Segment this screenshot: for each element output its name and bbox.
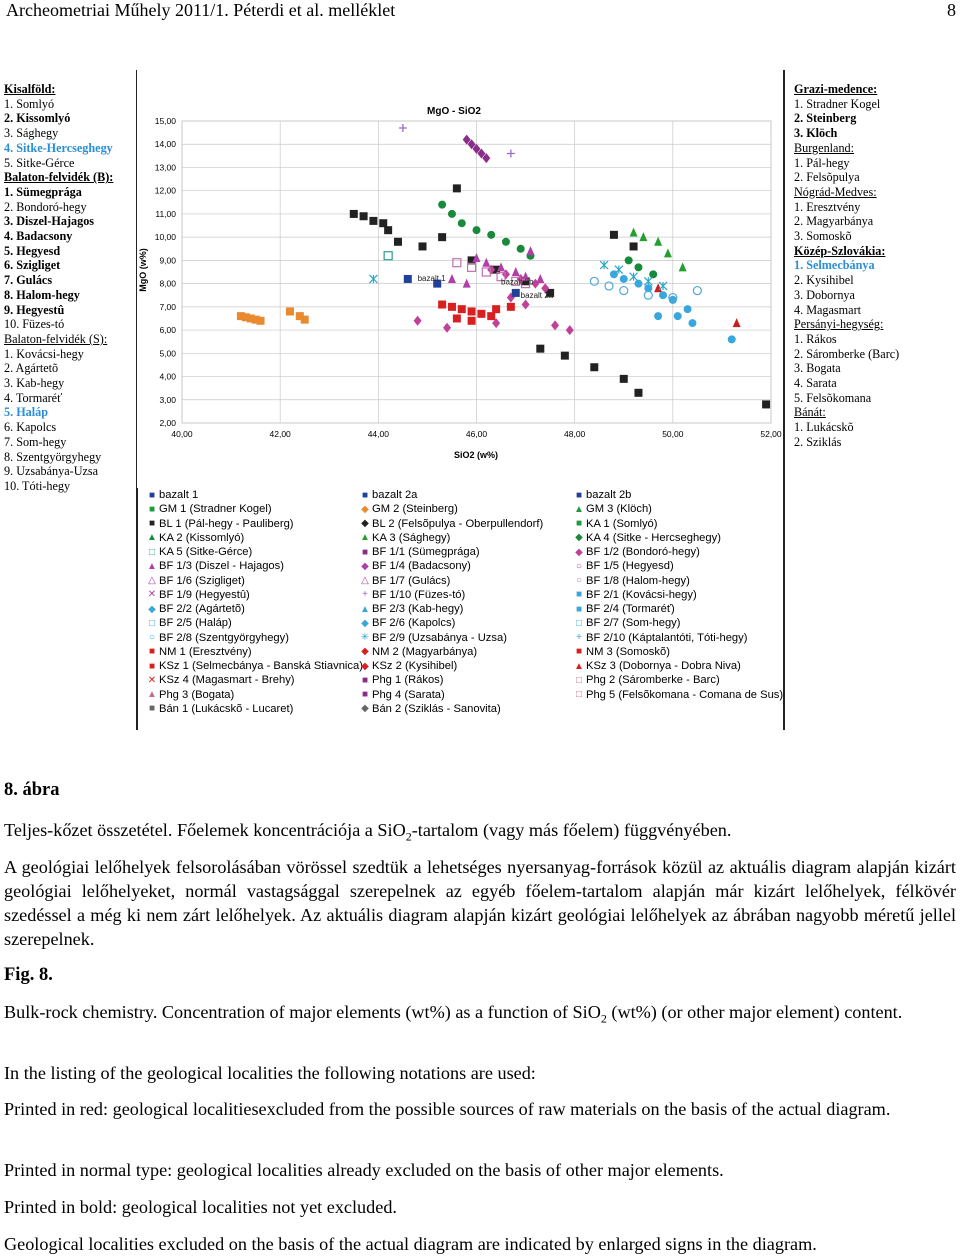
legend-marker-icon: ▲ xyxy=(147,689,157,701)
x-tick-label: 42,00 xyxy=(269,429,291,439)
locality-item: 3. Kab-hegy xyxy=(4,376,65,391)
data-point xyxy=(502,238,510,246)
legend-entry xyxy=(572,502,783,516)
y-tick-label: 6,00 xyxy=(159,325,176,336)
legend-marker-icon: + xyxy=(576,632,582,644)
legend-marker-icon: □ xyxy=(575,617,583,629)
legend-marker-icon: □ xyxy=(575,674,583,686)
locality-item: 1. Sümegprága xyxy=(4,184,82,199)
legend-marker-icon: ✕ xyxy=(147,589,157,601)
y-tick-label: 9,00 xyxy=(159,255,176,266)
data-point xyxy=(674,312,682,320)
locality-item: 1. Lukácskõ xyxy=(794,420,854,435)
legend-entry xyxy=(358,574,543,588)
legend-marker-icon: ■ xyxy=(361,546,369,558)
locality-item: 1. Selmecbánya xyxy=(794,258,875,273)
legend-marker-icon: ■ xyxy=(148,489,156,501)
data-point xyxy=(590,363,598,371)
legend-entry xyxy=(358,502,543,516)
data-point xyxy=(684,305,692,313)
data-point xyxy=(728,335,736,343)
locality-item: 9. Uzsabánya-Uzsa xyxy=(4,464,99,479)
legend-entry xyxy=(572,588,783,602)
legend-entry xyxy=(572,545,783,559)
legend-marker-icon: ▲ xyxy=(574,503,584,515)
locality-item: 1. Rákos xyxy=(794,331,837,346)
data-point xyxy=(620,275,628,283)
locality-item: 3. Dobornya xyxy=(794,287,855,302)
data-point xyxy=(404,275,412,283)
legend-marker-icon: ✳ xyxy=(360,632,370,644)
legend-marker-icon: ■ xyxy=(148,518,156,530)
locality-item: 2. Kissomlyó xyxy=(4,111,71,126)
x-tick-label: 52,00 xyxy=(760,429,782,439)
data-point xyxy=(477,310,485,318)
caption-en-p6: Geological localities excluded on the basis of the actual diagram are indicated by enlarged signs in the diagram. xyxy=(4,1234,817,1254)
legend-entry xyxy=(572,616,783,630)
legend-marker-icon: ◆ xyxy=(575,546,583,558)
legend-label: Phg 3 (Bogata) xyxy=(159,688,235,701)
legend-label: NM 2 (Magyarbánya) xyxy=(372,645,478,658)
locality-item: 6. Kapolcs xyxy=(4,420,57,435)
data-point xyxy=(625,256,633,264)
legend-label: NM 3 (Somoskõ) xyxy=(586,645,670,658)
legend-label: BF 1/5 (Hegyesd) xyxy=(586,560,674,573)
locality-item: 1. Stradner Kogel xyxy=(794,96,881,111)
legend-label: BF 2/5 (Haláp) xyxy=(159,617,232,630)
legend-entry xyxy=(145,574,363,588)
legend-label: NM 1 (Eresztvény) xyxy=(159,645,252,658)
legend-marker-icon: ◆ xyxy=(361,660,369,672)
legend-entry xyxy=(358,545,543,559)
locality-item: 1. Somlyó xyxy=(4,96,55,111)
legend-entry xyxy=(572,659,783,673)
caption-hu-paragraph: A geológiai lelőhelyek felsorolásában vörössel szedtük a lehetséges nyersanyag-források közül az aktuális diagram alapján kizárt geológiai lelőhelyeket, normál vastagsággal szerepelnek az egyéb főelem-tartalom alapján már kizárt lelőhelyek, félkövér szedéssel a még ki nem zárt lelőhelyek. Az aktuális diagram alapján kizárt geológiai lelőhelyek az ábrában nagyobb méretű jellel szerepelnek. xyxy=(4,857,956,949)
figure xyxy=(0,70,960,735)
locality-item: 2. Kysihibel xyxy=(794,273,854,288)
legend-marker-icon: ▲ xyxy=(360,532,370,544)
legend-entry xyxy=(145,673,363,687)
data-point xyxy=(458,305,466,313)
legend-entry xyxy=(145,688,363,702)
locality-item: 4. Sitke-Hercseghegy xyxy=(4,140,113,155)
running-head: Archeometriai Műhely 2011/1. Péterdi et al. melléklet xyxy=(6,0,396,20)
chart-annotation: bazalt 2a xyxy=(520,291,554,301)
legend-marker-icon: ▲ xyxy=(574,660,584,672)
data-point xyxy=(468,307,476,315)
legend-entry xyxy=(572,517,783,531)
data-point xyxy=(610,231,618,239)
legend-entry xyxy=(145,702,363,716)
data-point xyxy=(438,201,446,209)
legend-entry xyxy=(145,517,363,531)
data-point xyxy=(492,305,500,313)
legend-entry xyxy=(145,631,363,645)
locality-item: 3. Somoskõ xyxy=(794,229,852,244)
locality-item: 3. Diszel-Hajagos xyxy=(4,214,95,229)
y-tick-label: 13,00 xyxy=(154,162,176,173)
legend-entry xyxy=(358,602,543,616)
data-point xyxy=(458,219,466,227)
legend-entry xyxy=(358,645,543,659)
legend-marker-icon: □ xyxy=(148,546,156,558)
legend-label: GM 3 (Klöch) xyxy=(586,503,652,516)
data-point xyxy=(438,301,446,309)
x-tick-label: 50,00 xyxy=(662,429,684,439)
legend-label: KSz 1 (Selmecbánya - Banská Stiavnica) xyxy=(159,660,363,673)
legend-marker-icon: ◆ xyxy=(361,617,369,629)
legend-label: Phg 1 (Rákos) xyxy=(372,674,444,687)
legend-entry xyxy=(145,488,363,502)
legend-marker-icon: ■ xyxy=(575,489,583,501)
locality-item: Közép-Szlovákia: xyxy=(794,243,886,258)
locality-item: 1. Eresztvény xyxy=(794,199,861,214)
locality-item: 4. Sarata xyxy=(794,376,837,391)
locality-item: 1. Kovácsi-hegy xyxy=(4,346,84,361)
locality-item: 6. Szigliget xyxy=(4,258,61,273)
locality-item: Balaton-felvidék (S): xyxy=(4,331,108,346)
legend-entry xyxy=(572,531,783,545)
legend-marker-icon: △ xyxy=(361,575,369,587)
data-point xyxy=(438,233,446,241)
legend-label: BL 1 (Pál-hegy - Pauliberg) xyxy=(159,517,294,530)
legend-entry xyxy=(145,588,363,602)
legend-marker-icon: ○ xyxy=(575,560,583,572)
legend-entry xyxy=(572,574,783,588)
data-point xyxy=(762,400,770,408)
x-tick-label: 48,00 xyxy=(564,429,586,439)
page-number: 8 xyxy=(947,0,956,20)
locality-item: 10. Füzes-tó xyxy=(4,317,65,332)
data-point xyxy=(688,319,696,327)
legend-marker-icon: ■ xyxy=(148,703,156,715)
data-point xyxy=(659,291,667,299)
legend-marker-icon: ■ xyxy=(148,646,156,658)
legend-label: BF 2/2 (Agártetõ) xyxy=(159,603,245,616)
legend-entry xyxy=(572,673,783,687)
x-tick-label: 44,00 xyxy=(367,429,389,439)
legend-marker-icon: ◆ xyxy=(361,518,369,530)
locality-item: 3. Bogata xyxy=(794,361,841,376)
legend-label: BF 1/9 (Hegyestû) xyxy=(159,588,250,601)
locality-item: 10. Tóti-hegy xyxy=(4,478,71,493)
data-point xyxy=(634,280,642,288)
chart-grid xyxy=(182,121,771,423)
legend-label: KSz 2 (Kysihibel) xyxy=(372,660,458,673)
page-header xyxy=(6,0,956,24)
locality-item: 5. Hegyesd xyxy=(4,243,61,258)
legend-label: BF 2/9 (Uzsabánya - Uzsa) xyxy=(372,631,507,644)
legend-label: KA 2 (Kissomlyó) xyxy=(159,531,245,544)
legend-label: Phg 4 (Sarata) xyxy=(372,688,445,701)
legend-marker-icon: ◆ xyxy=(361,646,369,658)
legend-marker-icon: ■ xyxy=(361,489,369,501)
data-point xyxy=(487,312,495,320)
legend-label: bazalt 2b xyxy=(586,489,632,502)
data-point xyxy=(384,226,392,234)
legend-marker-icon: ◆ xyxy=(361,703,369,715)
legend-entry xyxy=(145,502,363,516)
legend-entry xyxy=(145,531,363,545)
legend-label: BF 2/1 (Kovácsi-hegy) xyxy=(586,588,697,601)
x-axis-label: SiO2 (w%) xyxy=(453,450,499,460)
legend-marker-icon: ■ xyxy=(575,589,583,601)
data-point xyxy=(468,317,476,325)
locality-item: 8. Halom-hegy xyxy=(4,287,80,302)
data-point xyxy=(448,210,456,218)
legend-label: GM 1 (Stradner Kogel) xyxy=(159,503,272,516)
data-point xyxy=(649,270,657,278)
locality-item: 7. Som-hegy xyxy=(4,434,67,449)
locality-item: 4. Tormaréť xyxy=(4,390,63,405)
y-tick-label: 14,00 xyxy=(154,139,176,150)
locality-item: 2. Sáromberke (Barc) xyxy=(794,346,900,361)
locality-item: 2. Steinberg xyxy=(794,111,857,126)
legend-marker-icon: ◆ xyxy=(361,503,369,515)
legend-marker-icon: ■ xyxy=(148,503,156,515)
locality-item: 3. Klöch xyxy=(794,126,838,141)
legend-entry xyxy=(358,702,543,716)
y-axis-label: MgO (w%) xyxy=(138,248,148,292)
legend-marker-icon: ■ xyxy=(361,674,369,686)
locality-item: 3. Sághegy xyxy=(4,126,59,141)
legend-label: KSz 4 (Magasmart - Brehy) xyxy=(159,674,295,687)
y-tick-label: 4,00 xyxy=(159,371,176,382)
caption-en-p2: In the listing of the geological localities the following notations are used: xyxy=(4,1063,536,1083)
y-tick-label: 12,00 xyxy=(154,185,176,196)
legend-marker-icon: △ xyxy=(148,575,156,587)
legend-label: Phg 5 (Felsõkomana - Comana de Sus) xyxy=(586,688,784,701)
legend-marker-icon: ▲ xyxy=(360,603,370,615)
legend-marker-icon: ▲ xyxy=(147,532,157,544)
legend-marker-icon: ▲ xyxy=(147,560,157,572)
legend-marker-icon: ◆ xyxy=(575,532,583,544)
caption-en-line1: Bulk-rock chemistry. Concentration of major elements (wt%) as a function of SiO$_2$ (wt%) (or other major element) content. xyxy=(4,1002,903,1026)
legend-entry xyxy=(358,659,543,673)
legend-marker-icon: ■ xyxy=(575,603,583,615)
legend-label: BF 1/7 (Gulács) xyxy=(372,574,451,587)
data-point xyxy=(620,375,628,383)
legend-label: KA 1 (Somlyó) xyxy=(586,517,658,530)
legend-marker-icon: ○ xyxy=(148,632,156,644)
legend-entry xyxy=(358,488,543,502)
locality-item: Bánát: xyxy=(794,405,826,420)
legend-entry xyxy=(358,517,543,531)
legend-entry xyxy=(358,616,543,630)
data-point xyxy=(487,231,495,239)
legend-label: BF 2/6 (Kapolcs) xyxy=(372,617,456,630)
legend-entry xyxy=(572,688,783,702)
data-point xyxy=(561,352,569,360)
legend-label: BF 2/3 (Kab-hegy) xyxy=(372,603,464,616)
legend-entry xyxy=(145,616,363,630)
legend-entry xyxy=(145,645,363,659)
y-tick-label: 3,00 xyxy=(159,394,176,405)
chart-title: MgO - SiO2 xyxy=(427,106,481,117)
legend-label: BF 1/3 (Diszel - Hajagos) xyxy=(159,560,284,573)
legend-marker-icon: ○ xyxy=(575,575,583,587)
data-point xyxy=(379,219,387,227)
legend-label: BF 1/2 (Bondoró-hegy) xyxy=(586,546,700,559)
legend-label: BF 1/6 (Szigliget) xyxy=(159,574,245,587)
legend-label: BF 2/8 (Szentgyörgyhegy) xyxy=(159,631,289,644)
locality-item: 5. Felsõkomana xyxy=(794,390,872,405)
legend-label: BF 1/10 (Füzes-tó) xyxy=(372,588,466,601)
figure-number-en: Fig. 8. xyxy=(4,965,53,985)
legend-label: BF 2/7 (Som-hegy) xyxy=(586,617,681,630)
legend-label: GM 2 (Steinberg) xyxy=(372,503,458,516)
data-point xyxy=(634,389,642,397)
legend-label: Bán 2 (Sziklás - Sanovita) xyxy=(372,702,501,715)
locality-item: 2. Magyarbánya xyxy=(794,214,874,229)
data-point xyxy=(634,263,642,271)
y-tick-label: 5,00 xyxy=(159,348,176,359)
locality-item: 2. Felsõpulya xyxy=(794,170,860,185)
locality-item: Burgenland: xyxy=(794,140,855,155)
legend-marker-icon: ■ xyxy=(148,660,156,672)
y-tick-label: 2,00 xyxy=(159,418,176,428)
y-tick-label: 11,00 xyxy=(155,208,176,219)
chart-annotation: bazalt 1 xyxy=(417,273,446,283)
data-point xyxy=(419,242,427,250)
x-tick-label: 46,00 xyxy=(465,429,488,439)
legend-entry xyxy=(358,631,543,645)
data-point xyxy=(369,217,377,225)
legend-entry xyxy=(572,645,783,659)
locality-item: 2. Bondoró-hegy xyxy=(4,199,87,214)
legend-marker-icon: ■ xyxy=(575,518,583,530)
locality-item: 8. Szentgyörgyhegy xyxy=(4,449,102,464)
data-point xyxy=(517,245,525,253)
data-point xyxy=(394,238,402,246)
legend-entry xyxy=(572,488,783,502)
legend-label: bazalt 2a xyxy=(372,489,418,502)
legend-label: BL 2 (Felsõpulya - Oberpullendorf) xyxy=(372,517,544,530)
legend-entry xyxy=(572,631,783,645)
legend-marker-icon: + xyxy=(362,589,368,601)
legend-label: KA 4 (Sitke - Hercseghegy) xyxy=(586,531,721,544)
legend-entry xyxy=(145,659,363,673)
data-point xyxy=(630,242,638,250)
locality-item: 1. Pál-hegy xyxy=(794,155,850,170)
caption-hu-line1: Teljes-kőzet összetétel. Főelemek koncentrációja a SiO$_2$-tartalom (vagy más főelem) függvényében. xyxy=(4,820,732,844)
legend-label: BF 1/4 (Badacsony) xyxy=(372,560,471,573)
legend-marker-icon: □ xyxy=(575,689,583,701)
legend-label: Phg 2 (Sáromberke - Barc) xyxy=(586,674,720,687)
data-point xyxy=(507,303,515,311)
locality-item: 9. Hegyestû xyxy=(4,302,65,317)
locality-item: 7. Gulács xyxy=(4,273,53,288)
data-point xyxy=(453,314,461,322)
data-point xyxy=(350,210,358,218)
legend-marker-icon: ◆ xyxy=(361,560,369,572)
legend-label: BF 2/10 (Káptalantóti, Tóti-hegy) xyxy=(586,631,748,644)
legend-label: KA 3 (Sághegy) xyxy=(372,531,451,544)
legend-entry xyxy=(145,545,363,559)
legend-label: bazalt 1 xyxy=(159,489,199,502)
legend-entry xyxy=(145,602,363,616)
scatter-chart xyxy=(0,70,960,490)
legend-entry xyxy=(358,688,543,702)
legend-label: BF 1/8 (Halom-hegy) xyxy=(586,574,690,587)
legend-label: KA 5 (Sitke-Gérce) xyxy=(159,546,253,559)
legend-entry xyxy=(145,559,363,573)
y-tick-label: 8,00 xyxy=(159,278,176,289)
locality-item: Nógrád-Medves: xyxy=(794,184,877,199)
data-point xyxy=(654,312,662,320)
legend-entry xyxy=(358,559,543,573)
caption-en-p5: Printed in bold: geological localities not yet excluded. xyxy=(4,1197,397,1217)
legend-label: KSz 3 (Dobornya - Dobra Niva) xyxy=(586,660,741,673)
legend-label: Bán 1 (Lukácskõ - Lucaret) xyxy=(159,702,294,715)
locality-item: 2. Agártetõ xyxy=(4,361,59,376)
chart-annotation: bazalt 2b xyxy=(501,277,534,287)
data-point xyxy=(512,289,520,297)
caption-en-p4: Printed in normal type: geological localities already excluded on the basis of other major elements. xyxy=(4,1160,724,1180)
data-point xyxy=(286,307,294,315)
y-tick-label: 15,00 xyxy=(154,116,176,126)
locality-item: 4. Magasmart xyxy=(794,302,862,317)
data-point xyxy=(453,184,461,192)
data-point xyxy=(257,317,265,325)
legend-label: BF 1/1 (Sümegprága) xyxy=(372,546,480,559)
locality-item: 2. Sziklás xyxy=(794,434,842,449)
legend-entry xyxy=(358,673,543,687)
legend-entry xyxy=(358,531,543,545)
x-tick-label: 40,00 xyxy=(171,429,193,439)
locality-item: Balaton-felvidék (B): xyxy=(4,170,114,185)
legend-marker-icon: □ xyxy=(148,617,156,629)
legend-marker-icon: ✕ xyxy=(147,674,157,686)
locality-item: Grazi-medence: xyxy=(794,82,878,96)
locality-item: 4. Badacsony xyxy=(4,229,73,244)
locality-item: 5. Sitke-Gérce xyxy=(4,155,75,170)
locality-item: 5. Haláp xyxy=(4,405,49,420)
legend-entry xyxy=(358,588,543,602)
locality-item: Persányi-hegység: xyxy=(794,317,884,332)
caption-en-p3: Printed in red: geological localitiesexcluded from the possible sources of raw materials on the basis of the actual diagram. xyxy=(4,1099,891,1119)
legend-marker-icon: ■ xyxy=(361,689,369,701)
legend-entry xyxy=(572,602,783,616)
data-point xyxy=(448,303,456,311)
data-point xyxy=(473,226,481,234)
legend-marker-icon: ■ xyxy=(575,646,583,658)
figure-number-hu: 8. ábra xyxy=(4,780,60,800)
y-tick-label: 10,00 xyxy=(154,232,176,243)
data-point xyxy=(360,212,368,220)
legend-entry xyxy=(572,559,783,573)
locality-item: Kisalföld: xyxy=(4,82,56,96)
y-tick-label: 7,00 xyxy=(159,301,176,312)
data-point xyxy=(301,316,309,324)
legend-marker-icon: ◆ xyxy=(148,603,156,615)
data-point xyxy=(536,345,544,353)
legend-label: BF 2/4 (Tormaréť) xyxy=(586,603,675,616)
